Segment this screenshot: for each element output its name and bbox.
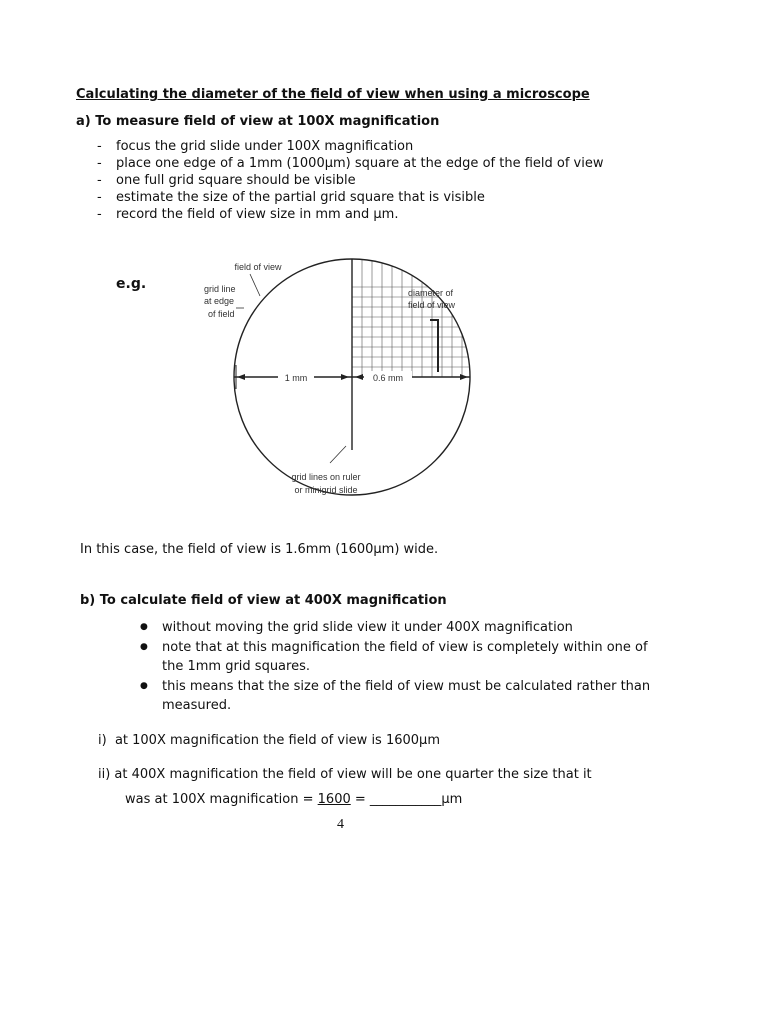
bullet-item: ● note that at this magnification the field of view is completely within one of the 1mm grid squares. [138, 638, 658, 677]
step-item: - record the field of view size in mm and μm. [97, 206, 603, 223]
step-item: - one full grid square should be visible [97, 172, 603, 189]
label-grid-line: grid line [204, 284, 236, 294]
step-item: - place one edge of a 1mm (1000μm) square at the edge of the field of view [97, 155, 603, 172]
section-a-steps [97, 138, 603, 223]
calculation-line [125, 792, 462, 807]
step-item: - estimate the size of the partial grid square that is visible [97, 189, 603, 206]
label-field-of-view-2: field of view [408, 300, 456, 310]
arrowhead-mid-right [355, 374, 363, 380]
step-i: i) at 100X magnification the field of view is 1600μm [98, 733, 440, 748]
label-grid-lines-ruler: grid lines on ruler [291, 472, 361, 482]
arrowhead-mid-left [341, 374, 349, 380]
section-a-heading: a) To measure field of view at 100X magnification [76, 114, 440, 129]
label-minigrid-slide: or minigrid slide [294, 485, 358, 495]
bullet-item: ● this means that the size of the field of view must be calculated rather than measured. [138, 677, 658, 716]
calc-denominator: 4 [337, 817, 344, 832]
grid-squares [352, 259, 480, 377]
section-b-heading: b) To calculate field of view at 400X magnification [80, 593, 447, 608]
arrowhead-right [460, 374, 468, 380]
step-item: - focus the grid slide under 100X magnification [97, 138, 603, 155]
diameter-bracket [430, 320, 438, 372]
measure-1mm: 1 mm [284, 373, 308, 383]
measure-0.6mm: 0.6 mm [372, 373, 404, 383]
label-of-field: of field [208, 309, 235, 319]
page-title: Calculating the diameter of the field of view when using a microscope [76, 87, 590, 102]
bullet-item: ● without moving the grid slide view it under 400X magnification [138, 618, 658, 638]
calc-suffix: = ___________μm [350, 792, 463, 807]
step-ii: ii) at 400X magnification the field of view will be one quarter the size that it [98, 767, 592, 782]
conclusion-text: In this case, the field of view is 1.6mm (1600μm) wide. [80, 542, 439, 557]
label-field-of-view: field of view [234, 262, 282, 272]
example-label: e.g. [116, 276, 147, 292]
field-of-view-diagram [190, 250, 490, 510]
label-at-edge: at edge [204, 296, 235, 306]
calc-prefix: was at 100X magnification = [125, 792, 318, 807]
section-b-bullets [138, 618, 658, 716]
label-diameter-of: diameter of [408, 288, 454, 298]
calc-numerator: 1600 [317, 792, 351, 807]
arrowhead-left [237, 374, 245, 380]
